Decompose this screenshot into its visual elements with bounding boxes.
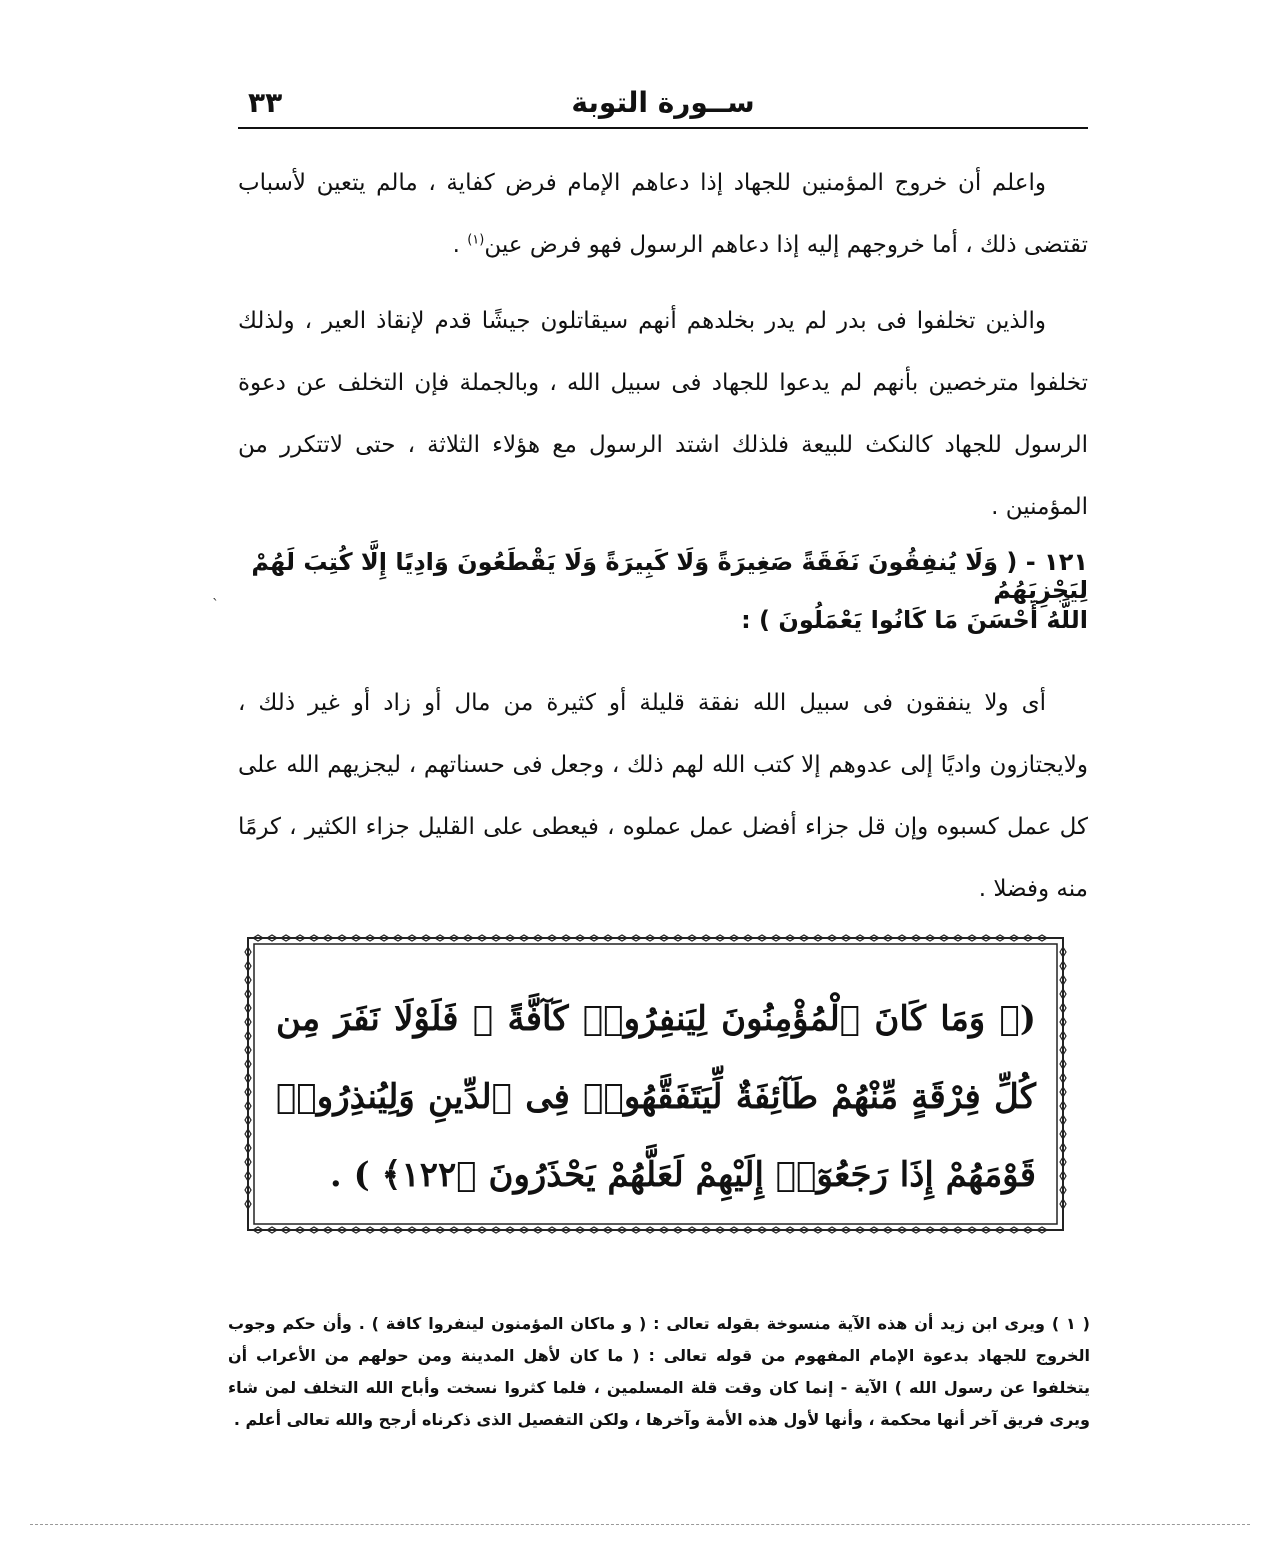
scan-mark: ˎ xyxy=(212,585,219,601)
running-title: ســورة التوبة xyxy=(571,86,755,119)
paragraph-1-end: . xyxy=(452,232,468,258)
verse-121-line-1: ١٢١ - ( وَلَا يُنفِقُونَ نَفَقَةً صَغِيرَةً وَلَا كَبِيرَةً وَلَا يَقْطَعُونَ وَادِيًا إِلَّا كُتِبَ لَهُمْ لِيَجْزِيَهُمُ xyxy=(251,548,1088,604)
paragraph-2-text: والذين تخلفوا فى بدر لم يدر بخلدهم أنهم سيقاتلون جيشًا قدم لإنقاذ العير ، ولذلك تخلفوا مترخصين بأنهم لم يدعوا للجهاد فى سبيل الله ، وبالجملة فإن التخلف عن دعوة الرسول للجهاد كالنكث للبيعة فلذلك اشتد الرسول مع هؤلاء الثلاثة ، حتى لاتتكرر من المؤمنين . xyxy=(238,308,1088,520)
paragraph-1 xyxy=(238,152,1088,276)
paragraph-2 xyxy=(238,290,1088,538)
bottom-rule xyxy=(30,1524,1250,1525)
framed-verse: (۞ وَمَا كَانَ ٱلْمُؤْمِنُونَ لِيَنفِرُوا۟ كَآفَّةً ۚ فَلَوْلَا نَفَرَ مِن كُلِّ فِرْقَةٍ مِّنْهُمْ طَآئِفَةٌ لِّيَتَفَقَّهُوا۟ فِى ٱلدِّينِ وَلِيُنذِرُوا۟ قَوْمَهُمْ إِذَا رَجَعُوٓا۟ إِلَيْهِمْ لَعَلَّهُمْ يَحْذَرُونَ ﴿١٢٢﴾ ) . xyxy=(276,999,1036,1195)
paragraph-3-text: أى ولا ينفقون فى سبيل الله نفقة قليلة أو كثيرة من مال أو زاد أو غير ذلك ، ولايجتازون واديًا إلى عدوهم إلا كتب الله لهم ذلك ، وجعل فى حسناتهم ، ليجزيهم الله على كل عمل كسبوه وإن قل جزاء أفضل عمل عملوه ، فيعطى على القليل جزاء الكثير ، كرمًا منه وفضلا . xyxy=(238,690,1088,902)
footnote: ( ١ ) ويرى ابن زيد أن هذه الآية منسوخة بقوله تعالى : ( و ماكان المؤمنون لينفروا كافة ) . وأن حكم وجوب الخروج للجهاد بدعوة الإمام المفهوم من قوله تعالى : ( ما كان لأهل المدينة ومن حولهم من الأعراب أن يتخلفوا عن رسول الله ) الآية - إنما كان وقت قلة المسلمين ، فلما كثروا نسخت وأباح الله التخلف لمن شاء ويرى فريق آخر أنها محكمة ، وأنها لأول هذه الأمة وآخرها ، ولكن التفصيل الذى ذكرناه أرجح والله تعالى أعلم . xyxy=(228,1314,1090,1429)
verse-121-line-2: اللَّهُ أَحْسَنَ مَا كَانُوا يَعْمَلُونَ ) : xyxy=(741,606,1088,634)
header-rule xyxy=(238,127,1088,129)
paragraph-3 xyxy=(238,672,1088,920)
paragraph-1-text: واعلم أن خروج المؤمنين للجهاد إذا دعاهم الإمام فرض كفاية ، مالم يتعين لأسباب تقتضى ذلك ، أما خروجهم إليه إذا دعاهم الرسول فهو فرض عين xyxy=(238,170,1088,258)
page-header xyxy=(238,82,1088,122)
footnote-marker: (١) xyxy=(467,232,485,248)
page-number: ٣٣ xyxy=(248,86,283,119)
